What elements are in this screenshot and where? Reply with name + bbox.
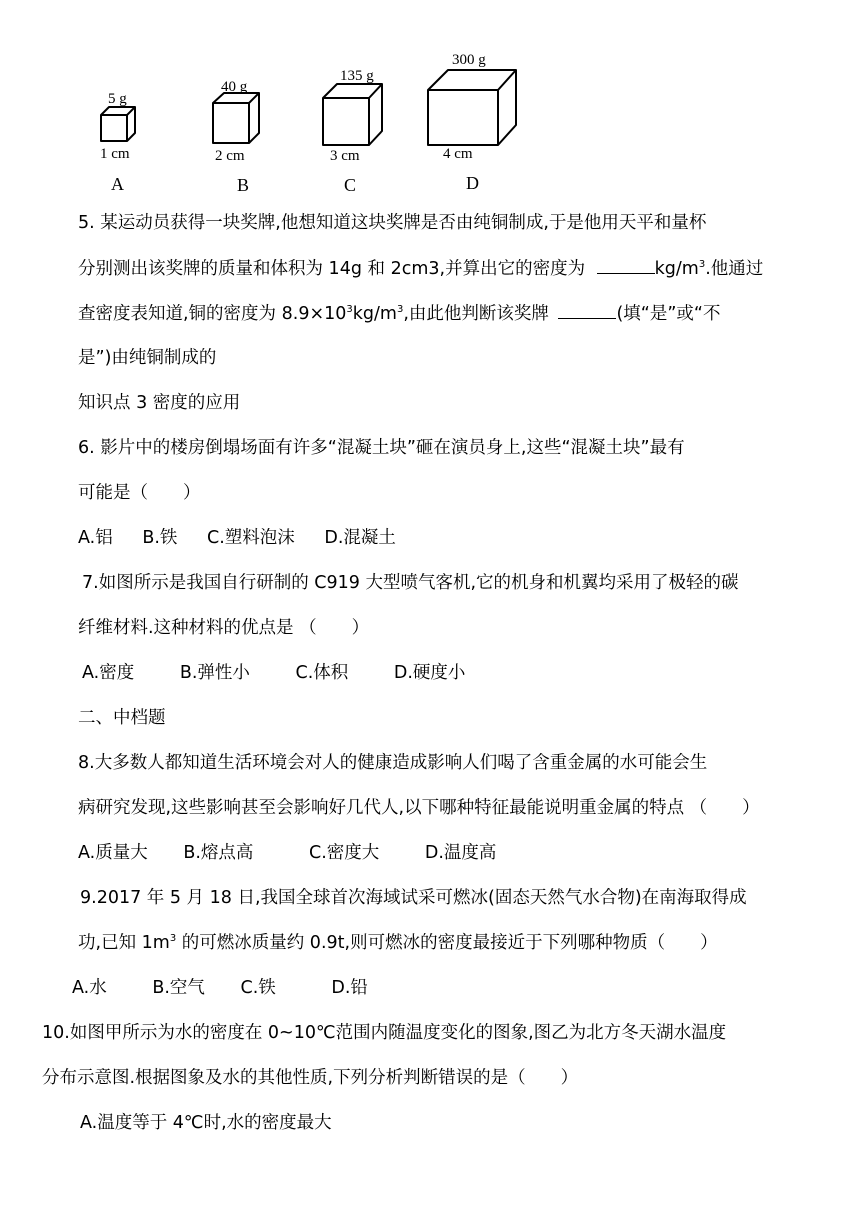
q8-option-c[interactable]: C.密度大 (308, 843, 380, 863)
cube-d-letter: D (466, 173, 479, 193)
cube-d-mass: 300 g (452, 52, 486, 68)
q9-line-2 (78, 931, 860, 955)
q9-option-d[interactable]: D.铅 (331, 978, 368, 998)
q7-line-1: 7.如图所示是我国自行研制的 C919 大型喷气客机,它的机身和机翼均采用了极轻的碳 (82, 573, 739, 593)
q9-line-1: 9.2017 年 5 月 18 日,我国全球首次海域试采可燃冰(固态天然气水合物)在南海取得成 (80, 888, 747, 908)
q7-option-c[interactable]: C.体积 (295, 663, 349, 683)
cube-d-side: 4 cm (443, 146, 473, 162)
q9-option-b[interactable]: B.空气 (152, 978, 205, 998)
q5-line-2 (78, 256, 860, 281)
cube-b-side: 2 cm (215, 148, 245, 164)
cube-b (213, 93, 259, 143)
q8-line-1: 8.大多数人都知道生活环境会对人的健康造成影响人们喝了含重金属的水可能会生 (78, 753, 708, 773)
q6-option-c[interactable]: C.塑料泡沫 (206, 528, 295, 548)
q5-line-3 (78, 301, 860, 326)
q7-option-a[interactable]: A.密度 (82, 663, 135, 683)
cubes-figure (0, 0, 860, 200)
cube-a-side: 1 cm (100, 146, 130, 162)
q5-unit-sup: 3 (698, 259, 706, 271)
q7-line-2: 纤维材料.这种材料的优点是 （ ） (78, 618, 370, 638)
q8-option-a[interactable]: A.质量大 (78, 843, 148, 863)
cube-c-mass: 135 g (340, 68, 374, 84)
cube-c (323, 84, 382, 145)
q9-line-2-end: 的可燃冰质量约 0.9t,则可燃冰的密度最接近于下列哪种物质（ ） (176, 933, 718, 953)
q6-option-d[interactable]: D.混凝土 (324, 528, 396, 548)
q5-unit: kg/m (654, 259, 699, 279)
q5-line-4: 是”)由纯铜制成的 (78, 348, 217, 368)
knowledge-point-3: 知识点 3 密度的应用 (78, 393, 241, 413)
q9-exp: 3 (169, 933, 177, 945)
q10-line-1: 10.如图甲所示为水的密度在 0~10℃范围内随温度变化的图象,图乙为北方冬天湖水温度 (42, 1023, 727, 1043)
q5-line-1: 5. 某运动员获得一块奖牌,他想知道这块奖牌是否由纯铜制成,于是他用天平和量杯 (78, 213, 707, 233)
q10-option-a[interactable]: A.温度等于 4℃时,水的密度最大 (80, 1113, 332, 1133)
q8-line-2: 病研究发现,这些影响甚至会影响好几代人,以下哪种特征最能说明重金属的特点 （ ） (78, 798, 760, 818)
q6-option-b[interactable]: B.铁 (142, 528, 178, 548)
q6-line-2: 可能是（ ） (78, 483, 201, 503)
q8-option-b[interactable]: B.熔点高 (183, 843, 254, 863)
q5-line-3-unit: kg/m (352, 304, 397, 324)
q9-option-c[interactable]: C.铁 (240, 978, 276, 998)
q7-option-d[interactable]: D.硬度小 (393, 663, 466, 683)
cube-c-letter: C (344, 175, 357, 195)
q8-options (78, 841, 860, 865)
cube-a (101, 107, 135, 141)
cube-d (428, 70, 516, 145)
q7-options (82, 661, 860, 685)
cube-c-side: 3 cm (330, 148, 360, 164)
q9-option-a[interactable]: A.水 (72, 978, 107, 998)
q5-line-2-text: 分别测出该奖牌的质量和体积为 14g 和 2cm3,并算出它的密度为 (78, 259, 586, 279)
cube-b-letter: B (237, 175, 250, 195)
density-blank[interactable] (597, 256, 655, 274)
q6-option-a[interactable]: A.铝 (78, 528, 113, 548)
q5-line-3-end: (填“是”或“不 (616, 304, 721, 324)
cube-b-mass: 40 g (221, 79, 248, 95)
q10-line-2: 分布示意图.根据图象及水的其他性质,下列分析判断错误的是（ ） (42, 1068, 579, 1088)
q6-line-1: 6. 影片中的楼房倒塌场面有许多“混凝土块”砸在演员身上,这些“混凝土块”最有 (78, 438, 685, 458)
cube-a-letter: A (111, 174, 124, 194)
q5-line-3-text: 查密度表知道,铜的密度为 8.9×10 (78, 304, 347, 324)
q5-line-3-mid: ,由此他判断该奖牌 (403, 304, 549, 324)
cube-a-mass: 5 g (108, 91, 127, 107)
q5-line-2-end: .他通过 (705, 259, 764, 279)
section-2-heading: 二、中档题 (78, 708, 166, 728)
q5-line-3-unit-sup: 3 (396, 304, 404, 316)
q8-option-d[interactable]: D.温度高 (424, 843, 497, 863)
q5-exp: 3 (346, 304, 353, 316)
q7-option-b[interactable]: B.弹性小 (179, 663, 250, 683)
q9-options (72, 976, 860, 1000)
q9-line-2-text: 功,已知 1m (78, 933, 170, 953)
q6-options (78, 526, 860, 550)
judgement-blank[interactable] (558, 301, 616, 319)
